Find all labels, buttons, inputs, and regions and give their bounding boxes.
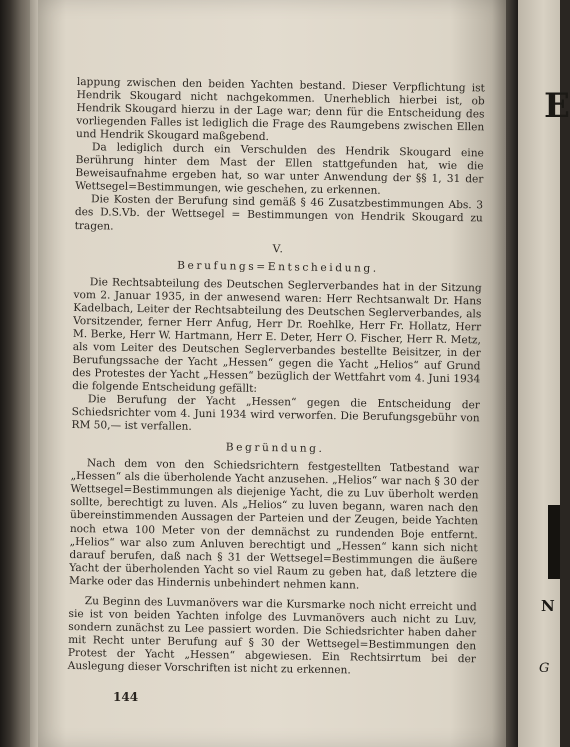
paragraph: Die Rechtsabteilung des Deutschen Seglerverbandes hat in der Sitzung vom 2. Januar 1935, in der anwesend waren: Herr Rechtsanwalt Dr. Hans Kadelbach, Leiter der Rechtsabteilung des Deutschen Seglerverbandes, als Vorsitzender, ferner Herr Anfug, Herr Dr. Roehlke, Herr Fr. Hollatz, Herr M. Berke, Herr W. Hartmann, Herr E. Deter, Herr O. Fischer, Herr R. Metz, als vom Leiter des Deutschen Seglerverbandes bestellte Beisitzer, in der Berufungssache der Yacht „Hessen“ gegen die Yacht „Helios“ auf Grund des Protestes der Yacht „Hessen“ bezüglich der Wettfahrt vom 4. Juni 1934 die folgende Entscheidung gefällt: <box>72 275 482 395</box>
adjacent-page-dark-block <box>548 505 560 579</box>
paragraph: Nach dem von den Schiedsrichtern festgestellten Tatbestand war „Hessen“ als die überholende Yacht anzusehen. „Helios“ war nach § 30 der Wettsegel=Bestimmungen als diejenige Yacht, die zu Luv überholt werden sollte, berechtigt zu luven. Als „Helios“ zu luven begann, waren nach den übereinstimmenden Aussagen der Parteien und der Zeugen, beide Yachten noch etwa 100 Meter von der demnächst zu rundenden Boje entfernt. „Helios“ war also zum Anluven berechtigt und „Hessen“ kann sich nicht darauf berufen, daß nach § 31 der Wettsegel=Bestimmungen die äußere Yacht der überholenden Yacht so viel Raum zu geben hat, daß letztere die Marke oder das Hindernis unbehindert nehmen kann. <box>68 457 479 592</box>
page-number: 144 <box>113 690 139 704</box>
paragraph: Die Berufung der Yacht „Hessen“ gegen die Entscheidung der Schiedsrichter vom 4. Juni 1934 wird verworfen. Die Berufungsgebühr von RM 50,— ist verfallen. <box>71 393 480 434</box>
section-heading: Berufungs=Entscheidung. <box>177 259 379 275</box>
paragraph: Die Kosten der Berufung sind gemäß § 46 Zusatzbestimmungen Abs. 3 des D.S.Vb. der Wettsegel = Bestimmungen von Hendrik Skougard zu tragen. <box>74 193 484 233</box>
subsection-heading: Begründung. <box>225 441 325 456</box>
book-spine-shadow <box>0 0 30 747</box>
section-numeral: V. <box>272 242 284 255</box>
adjacent-page-letter: N <box>541 597 555 615</box>
adjacent-page-letter: G <box>539 661 550 676</box>
page-text <box>68 76 485 679</box>
book-gutter <box>506 0 518 747</box>
paragraph: Zu Beginn des Luvmanövers war die Kursmarke noch nicht erreicht und sie ist von beiden Yachten infolge des Luvmanövers auch nicht zu Luv, sondern zunächst zu Lee passiert worden. Die Schiedsrichter haben daher mit Recht unter Berufung auf § 30 der Wettsegel=Bestimmungen den Protest der Yacht „Hessen“ abgewiesen. Ein Rechtsirrtum bei der Auslegung dieser Vorschriften ist nicht zu erkennen. <box>67 594 477 677</box>
paragraph: Da lediglich durch ein Verschulden des Hendrik Skougard eine Berührung hinter dem Mast der Ellen stattgefunden hat, wie die Beweisaufnahme ergeben hat, so war unter Anwendung der §§ 1, 31 der Wettsegel=Bestimmungen, wie geschehen, zu erkennen. <box>75 141 484 198</box>
paragraph-continuation: lappung zwischen den beiden Yachten bestand. Dieser Verpflichtung ist Hendrik Skougard nicht nachgekommen. Unerheblich hierbei ist, ob Hendrik Skougard hierzu in der Lage war; denn für die Entscheidung des vorliegenden Falles ist lediglich die Frage des Raumgebens zwischen Ellen und Hendrik Skougard maßgebend. <box>75 76 485 144</box>
adjacent-page-letter: E <box>544 86 570 126</box>
